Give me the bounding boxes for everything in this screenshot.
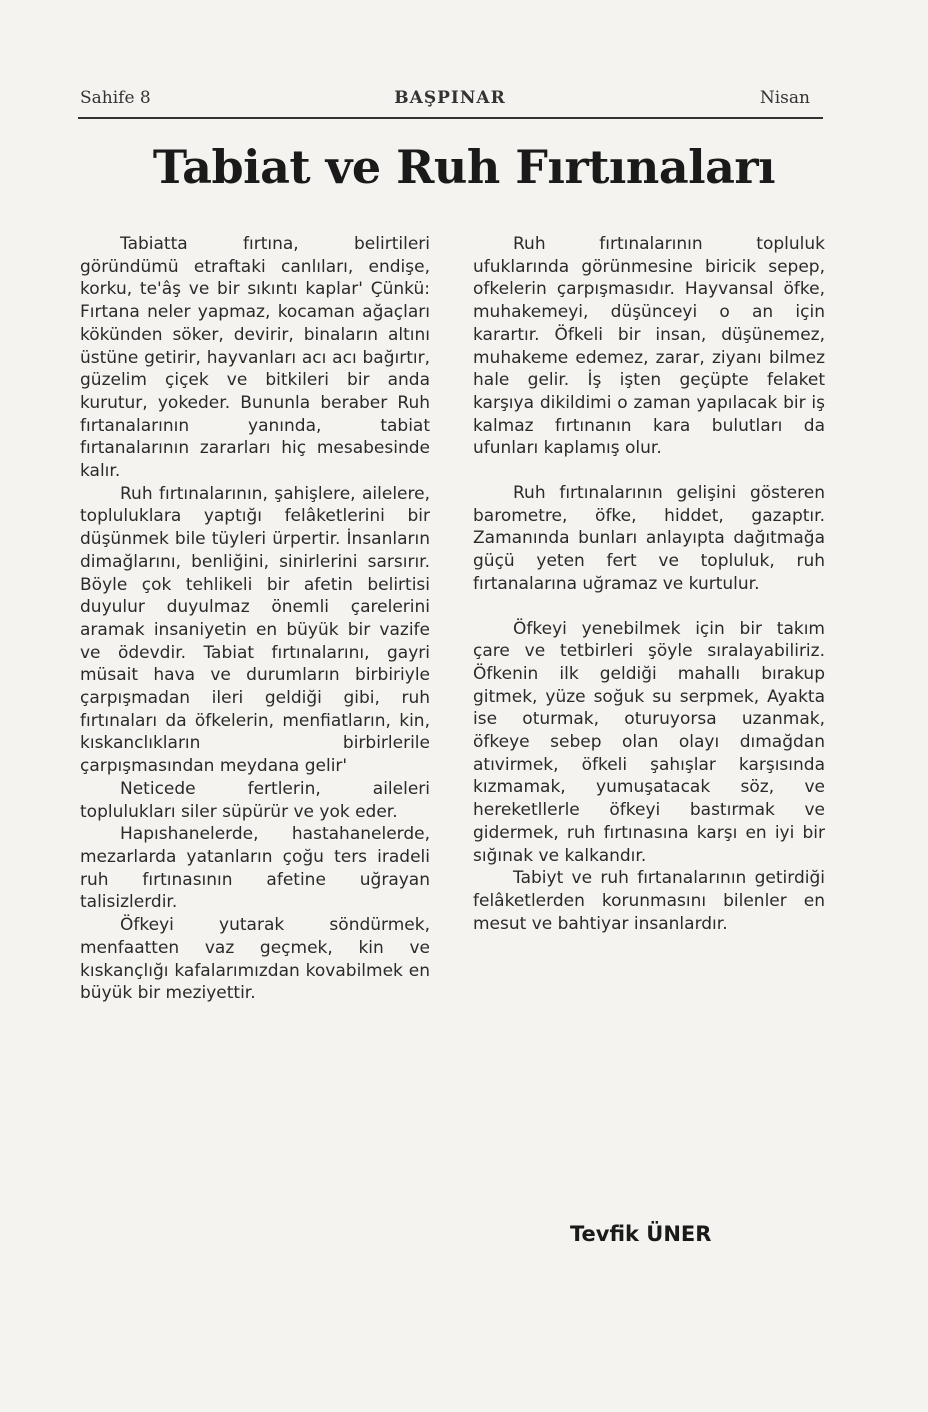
author-signature: Tevfik ÜNER bbox=[570, 1222, 712, 1246]
article-title: Tabiat ve Ruh Fırtınaları bbox=[152, 140, 776, 194]
issue-month: Nisan bbox=[759, 88, 810, 108]
running-header bbox=[80, 88, 820, 114]
paragraph: Ruh fırtınalarının topluluk ufuklarında görünmesine biricik sepep, ofkelerin çarpışmasıdır. Hayvansal öfke, muhakemeyi, düşünceyi o an için karartır. Öfkeli bir insan, düşünemez, muhakeme edemez, zarar, ziyanı bilmez hale gelir. İş işten geçüpte felaket karşıya dikildimi o zaman yapılacak bir iş kalmaz fırtınanın kara bulutları da ufunları kaplamış olur. bbox=[473, 234, 825, 459]
magazine-name: BAŞPINAR bbox=[394, 88, 506, 108]
paragraph: Tabiatta fırtına, belirtileri göründümü etraftaki canlıları, endişe, korku, te'âş ve bir sıkıntı kaplar' Çünkü: Fırtana neler yapmaz, kocaman ağaçları kökünden söker, devirir, binaların altını üstüne getirir, hayvanları acı acı bağırtır, güzelim çiçek ve bitkileri bir anda kurutur, yokeder. Bununla beraber Ruh fırtanalarının yanında, tabiat fırtanalarının zararları hiç mesabesinde kalır. bbox=[80, 234, 430, 482]
paragraph: Tabiyt ve ruh fırtanalarının getirdiği felâketlerden korunmasını bilenler en mesut ve bahtiyar insanlardır. bbox=[473, 868, 825, 934]
paragraph: Ruh fırtınalarının gelişini gösteren barometre, öfke, hiddet, gazaptır. Zamanında bunları anlayıptа dağıtmağa güçü yeten fert ve topluluk, ruh fırtanalarına uğramaz ve kurtulur. bbox=[473, 483, 825, 594]
paragraph: Neticede fertlerin, aileleri toplulukları siler süpürür ve yok eder. bbox=[80, 778, 430, 822]
paragraph: Öfkeyi yutarak söndürmek, menfaatten vaz geçmek, kin ve kıskançlığı kafalarımızdan kovabilmek en büyük bir meziyettir. bbox=[80, 915, 430, 1004]
left-column bbox=[80, 233, 430, 1005]
paragraph: Hapıshanelerde, hastahanelerde, mezarlarda yatanların çoğu ters iradeli ruh fırtınasının afetine uğrayan talisizlerdir. bbox=[80, 824, 430, 913]
paragraph: Ruh fırtınalarının, şahişlere, ailelere, topluluklara yaptığı felâketlerini bir düşünmek bile tüyleri ürpertir. İnsanların dimağlarını, benliğini, sinirlerini sarsırır. Böyle çok tehlikeli bir afetin belirtisi duyulur duyulmaz önemli çarelerini aramak insaniyetin en büyük bir vazife ve ödevdir. Tabiat fırtınalarını, gayri müsait hava ve durumların birbiriyle çarpışmadan ileri geldiği gibi, ruh fırtınaları da öfkelerin, menfiatların, kin, kıskanclıkların birbirlerile çarpışmasından meydana gelir' bbox=[80, 483, 430, 777]
page-number: Sahife 8 bbox=[80, 88, 151, 108]
header-divider bbox=[78, 117, 823, 119]
paragraph: Öfkeyi yenebilmek için bir takım çare ve tetbirleri şöyle sıralayabiliriz. Öfkenin ilk geldiği mahallı bırakup gitmek, yüze soğuk su serpmek, Ayakta ise oturmak, oturuyorsa uzanmak, öfkeye sebep olan olayı dımağdan atıvirmek, öfkeli şahışlar karşısında kızmamak, yumuşatacak söz, ve hereketllerle öfkeyi bastırmak ve gidermek, ruh fırtınasına karşı en iyi bir sığınak ve kalkandır. bbox=[473, 618, 825, 866]
right-column bbox=[473, 233, 825, 935]
